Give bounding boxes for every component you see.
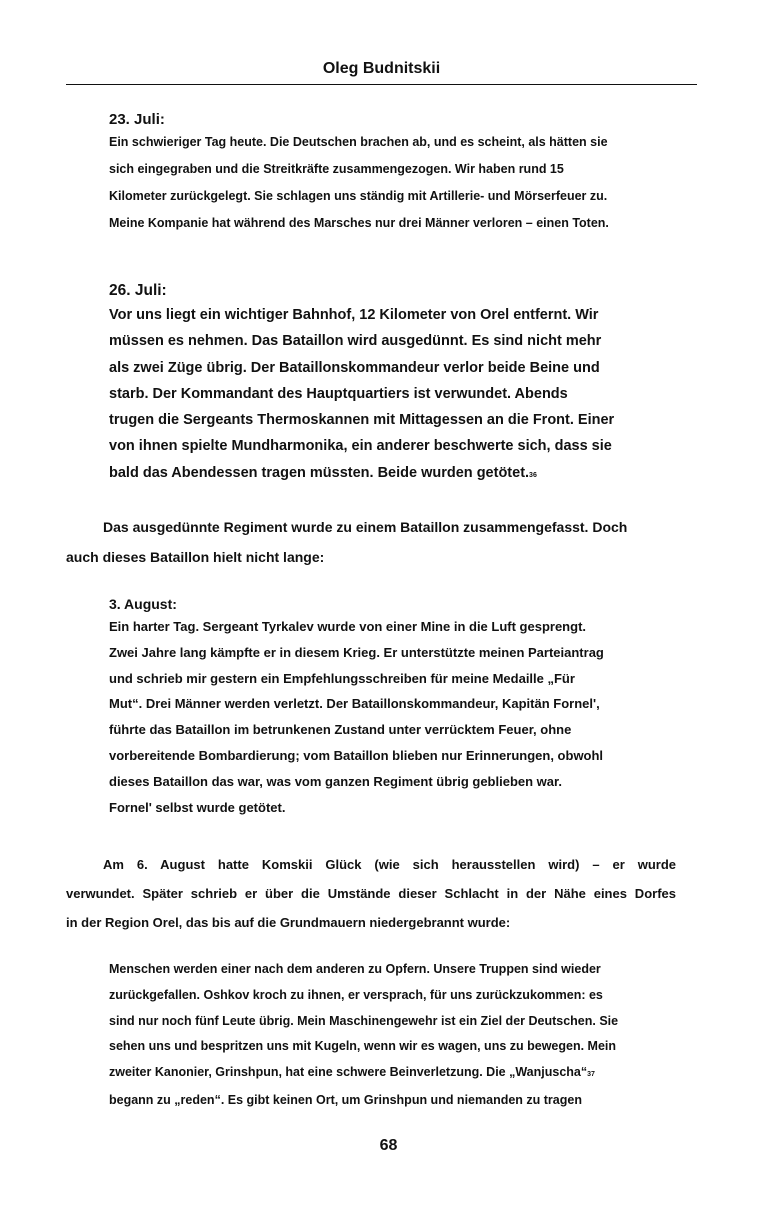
footnote-marker: 37 <box>587 1071 595 1079</box>
text-line: Meine Kompanie hat während des Marsches nur drei Männer verloren – einen Toten. <box>109 216 609 230</box>
text-line: Vor uns liegt ein wichtiger Bahnhof, 12 Kilometer von Orel entfernt. Wir <box>109 307 599 323</box>
text-line: dieses Bataillon das war, was vom ganzen Regiment übrig geblieben war. <box>109 773 562 789</box>
text-line: in der Region Orel, das bis auf die Grundmauern niedergebrannt wurde: <box>66 915 511 930</box>
block-quote <box>109 957 618 1114</box>
text-line-content: bald das Abendessen tragen müssten. Beide wurden getötet. <box>109 464 530 481</box>
text-line: als zwei Züge übrig. Der Bataillonskommandeur verlor beide Beine und <box>109 359 600 376</box>
entry-date: 3. August: <box>109 596 177 612</box>
text-line: Am 6. August hatte Komskii Glück (wie sich herausstellen wird) – er wurde <box>103 857 676 872</box>
text-line: sehen uns und bespritzen uns mit Kugeln, wenn wir es wagen, uns zu bewegen. Mein <box>109 1039 617 1054</box>
text-line: Mut“. Drei Männer werden verletzt. Der Bataillonskommandeur, Kapitän Fornel', <box>109 696 600 712</box>
text-line: und schrieb mir gestern ein Empfehlungsschreiben für meine Medaille „Für <box>109 670 575 686</box>
body-paragraph <box>66 850 676 937</box>
diary-entry-july-23 <box>109 110 609 237</box>
text-line: sind nur noch fünf Leute übrig. Mein Maschinengewehr ist ein Ziel der Deutschen. Sie <box>109 1013 619 1028</box>
text-line: trugen die Sergeants Thermoskannen mit Mittagessen an die Front. Einer <box>109 412 615 429</box>
text-line: auch dieses Bataillon hielt nicht lange: <box>66 549 325 565</box>
text-line: Zwei Jahre lang kämpfte er in diesem Krieg. Er unterstützte meinen Parteiantrag <box>109 644 604 660</box>
text-line: sich eingegraben und die Streitkräfte zusammengezogen. Wir haben rund 15 <box>109 162 564 176</box>
text-line: Menschen werden einer nach dem anderen zu Opfern. Unsere Truppen sind wieder <box>109 962 601 976</box>
text-line: verwundet. Später schrieb er über die Umstände dieser Schlacht in der Nähe eines Dorfes <box>66 886 676 901</box>
entry-date: 26. Juli: <box>109 282 167 299</box>
text-line <box>109 1060 618 1088</box>
text-line: begann zu „reden“. Es gibt keinen Ort, um Grinshpun und niemanden zu tragen <box>109 1092 582 1107</box>
text-line: vorbereitende Bombardierung; vom Bataillon blieben nur Erinnerungen, obwohl <box>109 747 604 763</box>
text-line: zurückgefallen. Oshkov kroch zu ihnen, er versprach, für uns zurückzukommen: es <box>109 987 603 1002</box>
text-line: Kilometer zurückgelegt. Sie schlagen uns ständig mit Artillerie- und Mörserfeuer zu. <box>109 189 608 203</box>
diary-entry-august-3 <box>109 594 604 820</box>
body-paragraph <box>66 512 676 572</box>
text-line: Ein harter Tag. Sergeant Tyrkalev wurde von einer Mine in die Luft gesprengt. <box>109 619 587 634</box>
entry-date: 23. Juli: <box>109 111 165 128</box>
text-line: führte das Bataillon im betrunkenen Zustand unter verrücktem Feuer, ohne <box>109 722 572 738</box>
entry-text <box>109 129 609 237</box>
text-line <box>109 460 614 489</box>
page-number: 68 <box>379 1137 398 1154</box>
text-line: Fornel' selbst wurde getötet. <box>109 799 286 815</box>
text-line-content: zweiter Kanonier, Grinshpun, hat eine schwere Beinverletzung. Die „Wanjuscha“ <box>109 1065 588 1080</box>
diary-entry-july-26 <box>109 280 614 489</box>
text-line: müssen es nehmen. Das Bataillon wird ausgedünnt. Es sind nicht mehr <box>109 333 602 350</box>
footnote-marker: 36 <box>529 471 537 479</box>
entry-text <box>109 302 614 489</box>
entry-text <box>109 614 604 820</box>
text-line: starb. Der Kommandant des Hauptquartiers ist verwundet. Abends <box>109 385 568 402</box>
text-line: Ein schwieriger Tag heute. Die Deutschen brachen ab, und es scheint, als hätten sie <box>109 135 608 149</box>
text-line: Das ausgedünnte Regiment wurde zu einem Bataillon zusammengefasst. Doch <box>103 519 628 535</box>
running-header: Oleg Budnitskii <box>66 60 697 85</box>
text-line: von ihnen spielte Mundharmonika, ein anderer beschwerte sich, dass sie <box>109 438 612 455</box>
